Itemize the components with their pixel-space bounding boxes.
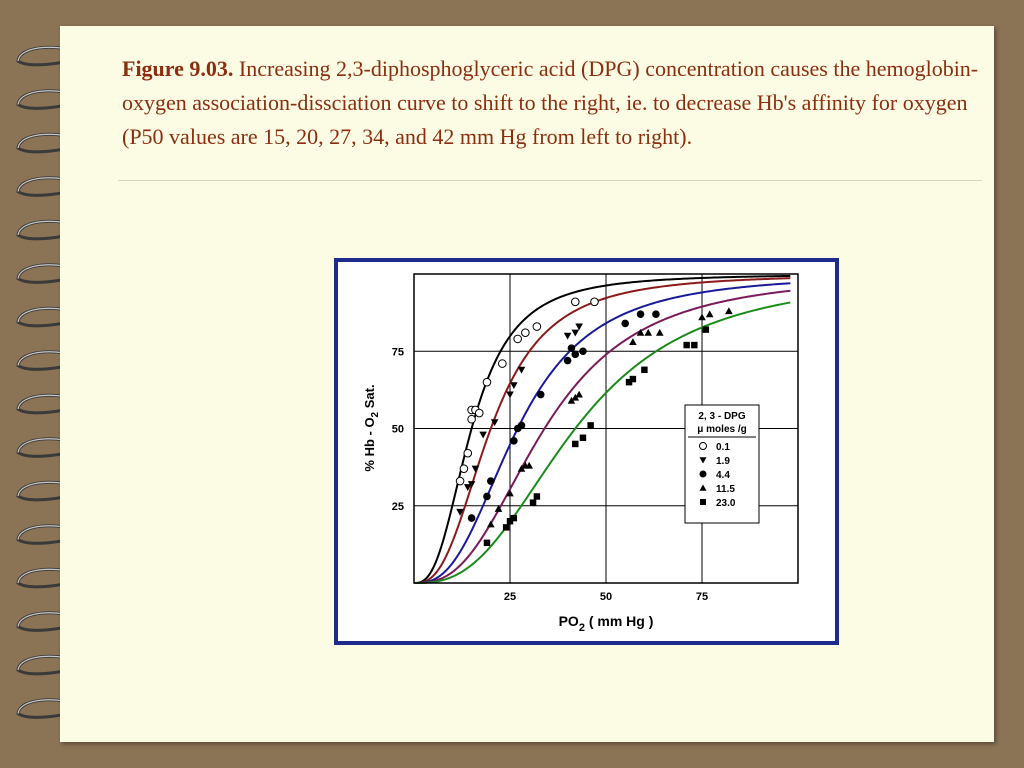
caption-text: Increasing 2,3-diphosphoglyceric acid (DPG) concentration causes the hemoglobin-oxygen association-dissciation curve to shift to the right, ie. to decrease Hb's affinity for oxygen (P50 values are 15, 20, 27, 34, and 42 mm Hg from left to right). xyxy=(122,56,979,149)
data-point xyxy=(484,540,490,546)
x-tick-labels xyxy=(504,591,708,603)
chart-frame xyxy=(334,258,839,645)
legend-title-line2: μ moles /g xyxy=(697,424,747,435)
data-point xyxy=(652,310,660,318)
data-point xyxy=(706,310,714,317)
data-point xyxy=(630,376,636,382)
data-point xyxy=(522,329,530,337)
legend-marker xyxy=(700,443,707,450)
data-point xyxy=(621,320,629,328)
data-point xyxy=(725,307,733,314)
data-point xyxy=(691,342,697,348)
data-point xyxy=(475,409,483,417)
data-point xyxy=(506,391,514,398)
data-point xyxy=(575,323,583,330)
data-point xyxy=(530,499,536,505)
data-point xyxy=(487,477,495,485)
y-tick-label: 75 xyxy=(391,346,404,359)
data-point xyxy=(534,493,540,499)
data-point xyxy=(629,338,637,345)
x-tick-label: 75 xyxy=(695,591,709,603)
data-point xyxy=(503,524,509,530)
data-point xyxy=(637,310,645,318)
oxygen-dissociation-chart xyxy=(338,262,835,641)
legend-label: 11.5 xyxy=(716,484,735,495)
data-point xyxy=(460,465,468,473)
data-point xyxy=(641,367,647,373)
legend-marker xyxy=(700,471,707,478)
x-tick-label: 50 xyxy=(599,591,613,603)
data-point xyxy=(703,326,709,332)
x-tick-label: 25 xyxy=(503,591,517,603)
data-point xyxy=(518,367,526,374)
data-point xyxy=(564,333,572,340)
data-point xyxy=(483,493,491,501)
legend-label: 23.0 xyxy=(716,498,736,509)
data-point xyxy=(533,323,541,331)
data-point xyxy=(579,347,587,355)
data-point xyxy=(587,422,593,428)
y-tick-label: 50 xyxy=(391,423,404,436)
data-point xyxy=(514,335,522,343)
data-point xyxy=(572,441,578,447)
data-point xyxy=(580,435,586,441)
data-point xyxy=(464,449,472,457)
data-point xyxy=(479,432,487,439)
x-axis-label: $PO_2$ ( mm Hg ) xyxy=(558,613,654,634)
data-point xyxy=(656,329,664,336)
data-point xyxy=(510,382,518,389)
data-point xyxy=(483,378,491,386)
chart-legend xyxy=(685,405,759,523)
data-point xyxy=(571,351,579,359)
data-point xyxy=(487,520,495,527)
y-axis-label: % Hb - $O_2$ Sat. xyxy=(362,384,381,472)
data-point xyxy=(518,422,526,430)
y-tick-labels xyxy=(392,346,404,513)
caption-divider xyxy=(118,180,982,181)
data-point xyxy=(575,391,583,398)
data-point xyxy=(537,391,545,399)
legend-label: 1.9 xyxy=(716,456,730,467)
data-point xyxy=(698,313,706,320)
figure-caption xyxy=(122,52,982,154)
data-point xyxy=(571,330,579,337)
data-point xyxy=(472,466,480,473)
data-point xyxy=(591,298,599,306)
legend-marker xyxy=(700,499,706,505)
data-point xyxy=(511,515,517,521)
data-point xyxy=(456,477,464,485)
legend-label: 4.4 xyxy=(716,470,730,481)
data-point xyxy=(468,514,476,522)
data-point xyxy=(468,415,476,423)
legend-title-line1: 2, 3 - DPG xyxy=(698,411,746,422)
data-point xyxy=(499,360,507,368)
data-point xyxy=(571,298,579,306)
y-tick-label: 25 xyxy=(391,500,404,513)
data-point xyxy=(564,357,572,365)
legend-label: 0.1 xyxy=(716,442,730,453)
chart-panel xyxy=(338,262,835,641)
data-point xyxy=(644,329,652,336)
caption-label: Figure 9.03. xyxy=(122,56,234,81)
data-point xyxy=(510,437,518,445)
data-point xyxy=(683,342,689,348)
